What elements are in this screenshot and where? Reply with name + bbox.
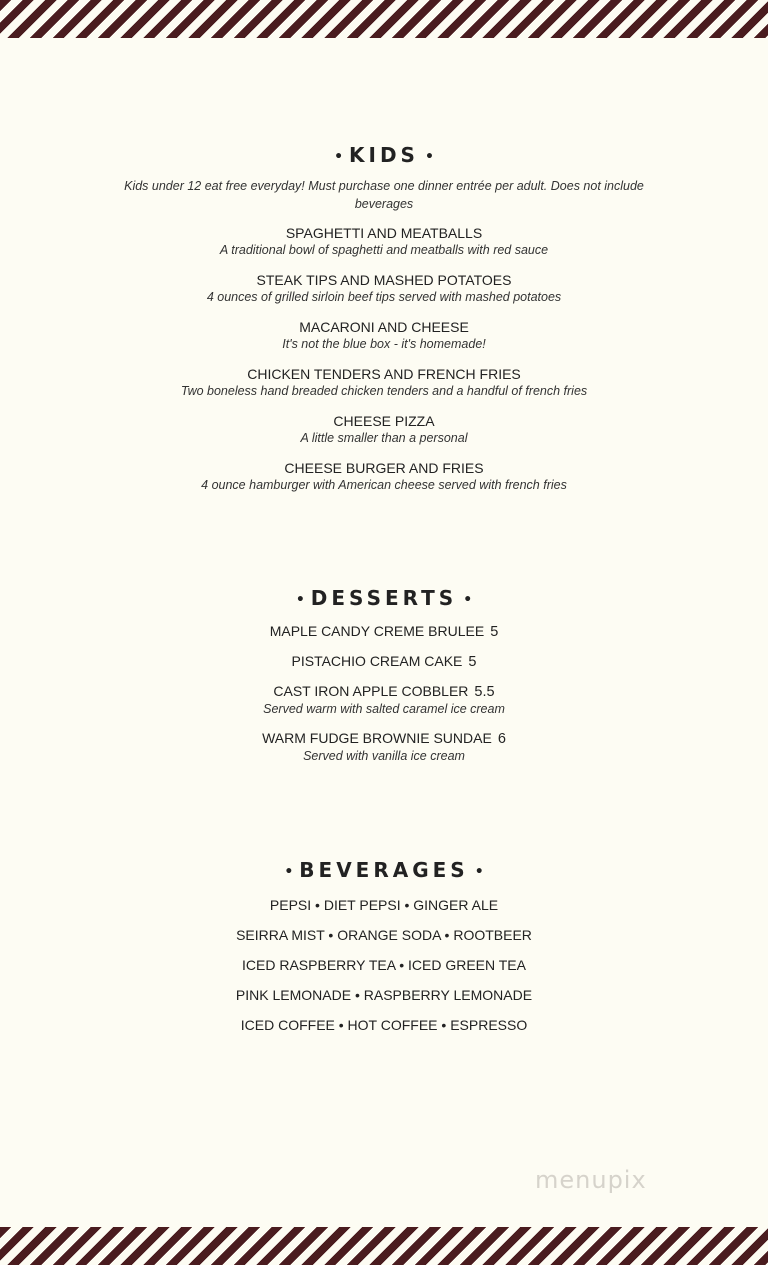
- item-description: Served with vanilla ice cream: [303, 749, 465, 763]
- beverages-list: [0, 896, 768, 1034]
- menu-item: [0, 459, 768, 494]
- beverage-line: SEIRRA MIST • ORANGE SODA • ROOTBEER: [236, 927, 532, 943]
- item-name: PISTACHIO CREAM CAKE: [291, 653, 463, 669]
- item-description: Two boneless hand breaded chicken tenders and a handful of french fries: [180, 384, 588, 398]
- item-name: CAST IRON APPLE COBBLER: [273, 683, 469, 699]
- item-price: 6: [497, 731, 506, 747]
- item-price: 5: [468, 654, 477, 670]
- menu-item: [0, 224, 768, 259]
- item-name: CHEESE BURGER AND FRIES: [284, 460, 484, 476]
- beverages-heading: • BEVERAGES •: [284, 858, 484, 882]
- menupix-watermark: menupix: [535, 1166, 647, 1194]
- beverage-line: ICED RASPBERRY TEA • ICED GREEN TEA: [242, 957, 526, 973]
- item-name: MAPLE CANDY CREME BRULEE: [269, 623, 485, 639]
- menu-item: [0, 682, 768, 718]
- kids-section: [0, 143, 768, 494]
- item-name: MACARONI AND CHEESE: [299, 319, 469, 335]
- item-name: SPAGHETTI AND MEATBALLS: [285, 225, 483, 241]
- item-name: WARM FUDGE BROWNIE SUNDAE: [262, 730, 492, 746]
- menu-item: [0, 271, 768, 306]
- item-description: It's not the blue box - it's homemade!: [282, 337, 486, 351]
- beverage-line: PINK LEMONADE • RASPBERRY LEMONADE: [235, 987, 533, 1003]
- menu-item: [0, 652, 768, 671]
- kids-title: KIDS: [349, 143, 419, 167]
- desserts-section: [0, 586, 768, 765]
- kids-intro: Kids under 12 eat free everyday! Must purchase one dinner entrée per adult. Does not include beverages: [124, 179, 644, 211]
- menu-item: [0, 622, 768, 641]
- item-description: A traditional bowl of spaghetti and meatballs with red sauce: [219, 243, 549, 257]
- beverage-line: ICED COFFEE • HOT COFFEE • ESPRESSO: [240, 1017, 528, 1033]
- top-stripe-border: [0, 0, 768, 38]
- item-price: 5: [490, 624, 499, 640]
- item-description: 4 ounce hamburger with American cheese served with french fries: [201, 478, 567, 492]
- desserts-heading: • DESSERTS •: [295, 586, 473, 610]
- beverage-line: PEPSI • DIET PEPSI • GINGER ALE: [269, 897, 499, 913]
- menu-item: [0, 365, 768, 400]
- desserts-title: DESSERTS: [310, 586, 458, 610]
- item-description: A little smaller than a personal: [300, 431, 468, 445]
- item-name: CHICKEN TENDERS AND FRENCH FRIES: [247, 366, 521, 382]
- beverages-section: [0, 858, 768, 1034]
- item-price: 5.5: [474, 684, 495, 700]
- bottom-stripe-border: [0, 1227, 768, 1265]
- beverages-title: BEVERAGES: [299, 858, 469, 882]
- item-description: Served warm with salted caramel ice cream: [263, 702, 505, 716]
- menu-item: [0, 729, 768, 765]
- menu-item: [0, 318, 768, 353]
- item-name: STEAK TIPS AND MASHED POTATOES: [256, 272, 512, 288]
- menu-item: [0, 412, 768, 447]
- item-description: 4 ounces of grilled sirloin beef tips served with mashed potatoes: [206, 290, 562, 304]
- item-name: CHEESE PIZZA: [333, 413, 435, 429]
- kids-heading: • KIDS •: [334, 143, 434, 167]
